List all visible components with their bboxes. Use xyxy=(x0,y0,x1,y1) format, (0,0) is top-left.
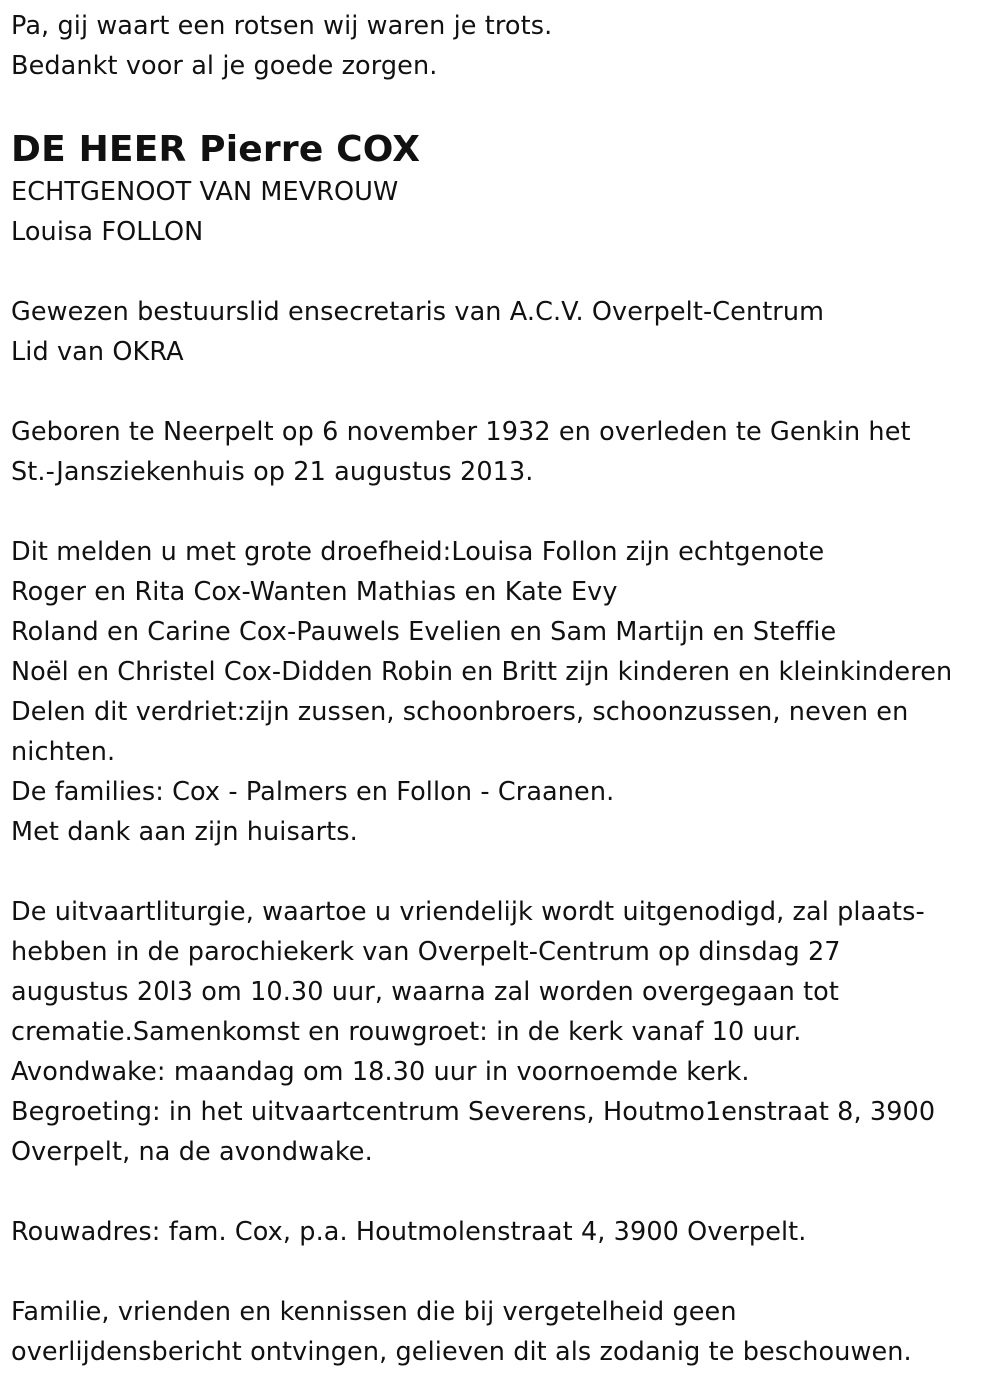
obituary-notice xyxy=(11,6,991,1372)
family-line: Roland en Carine Cox-Pauwels Evelien en Sam Martijn en Steffie xyxy=(11,617,837,647)
funeral-line: Begroeting: in het uitvaartcentrum Severens, Houtmo1enstraat 8, 3900 xyxy=(11,1097,936,1127)
address-section xyxy=(11,1212,991,1252)
funeral-line: augustus 20l3 om 10.30 uur, waarna zal worden overgegaan tot xyxy=(11,977,839,1007)
birth-death-section xyxy=(11,412,991,492)
spacer xyxy=(11,86,991,128)
spacer xyxy=(11,492,991,532)
spacer xyxy=(11,852,991,892)
family-line: Met dank aan zijn huisarts. xyxy=(11,817,358,847)
spacer xyxy=(11,1172,991,1212)
funeral-line: crematie.Samenkomst en rouwgroet: in de kerk vanaf 10 uur. xyxy=(11,1017,802,1047)
birth-death-line: St.-Jansziekenhuis op 21 augustus 2013. xyxy=(11,457,534,487)
family-line: Dit melden u met grote droefheid:Louisa Follon zijn echtgenote xyxy=(11,537,825,567)
funeral-line: hebben in de parochiekerk van Overpelt-Centrum op dinsdag 27 xyxy=(11,937,841,967)
family-line: De families: Cox - Palmers en Follon - Craanen. xyxy=(11,777,615,807)
family-line: Delen dit verdriet:zijn zussen, schoonbroers, schoonzussen, neven en xyxy=(11,697,909,727)
funeral-line: Overpelt, na de avondwake. xyxy=(11,1137,373,1167)
motto-line: Bedankt voor al je goede zorgen. xyxy=(11,51,438,81)
roles-section xyxy=(11,292,991,372)
spouse-name: Louisa FOLLON xyxy=(11,217,204,247)
motto-section xyxy=(11,6,991,86)
closing-line: overlijdensbericht ontvingen, gelieven dit als zodanig te beschouwen. xyxy=(11,1337,912,1367)
family-line: Noël en Christel Cox-Didden Robin en Britt zijn kinderen en kleinkinderen xyxy=(11,657,953,687)
spacer xyxy=(11,372,991,412)
funeral-line: De uitvaartliturgie, waartoe u vriendelijk wordt uitgenodigd, zal plaats- xyxy=(11,897,925,927)
motto-line: Pa, gij waart een rotsen wij waren je trots. xyxy=(11,11,553,41)
deceased-title: DE HEER Pierre COX xyxy=(11,129,421,170)
birth-death-line: Geboren te Neerpelt op 6 november 1932 en overleden te Genkin het xyxy=(11,417,911,447)
spacer xyxy=(11,1252,991,1292)
spacer xyxy=(11,252,991,292)
family-section xyxy=(11,532,991,852)
role-line: Gewezen bestuurslid ensecretaris van A.C.V. Overpelt-Centrum xyxy=(11,297,825,327)
funeral-section xyxy=(11,892,991,1172)
role-line: Lid van OKRA xyxy=(11,337,184,367)
funeral-line: Avondwake: maandag om 18.30 uur in voornoemde kerk. xyxy=(11,1057,750,1087)
closing-section xyxy=(11,1292,991,1372)
deceased-section xyxy=(11,128,991,252)
closing-line: Familie, vrienden en kennissen die bij vergetelheid geen xyxy=(11,1297,737,1327)
address-line: Rouwadres: fam. Cox, p.a. Houtmolenstraat 4, 3900 Overpelt. xyxy=(11,1217,807,1247)
spouse-label: ECHTGENOOT VAN MEVROUW xyxy=(11,177,399,207)
family-line: Roger en Rita Cox-Wanten Mathias en Kate Evy xyxy=(11,577,618,607)
family-line: nichten. xyxy=(11,737,116,767)
